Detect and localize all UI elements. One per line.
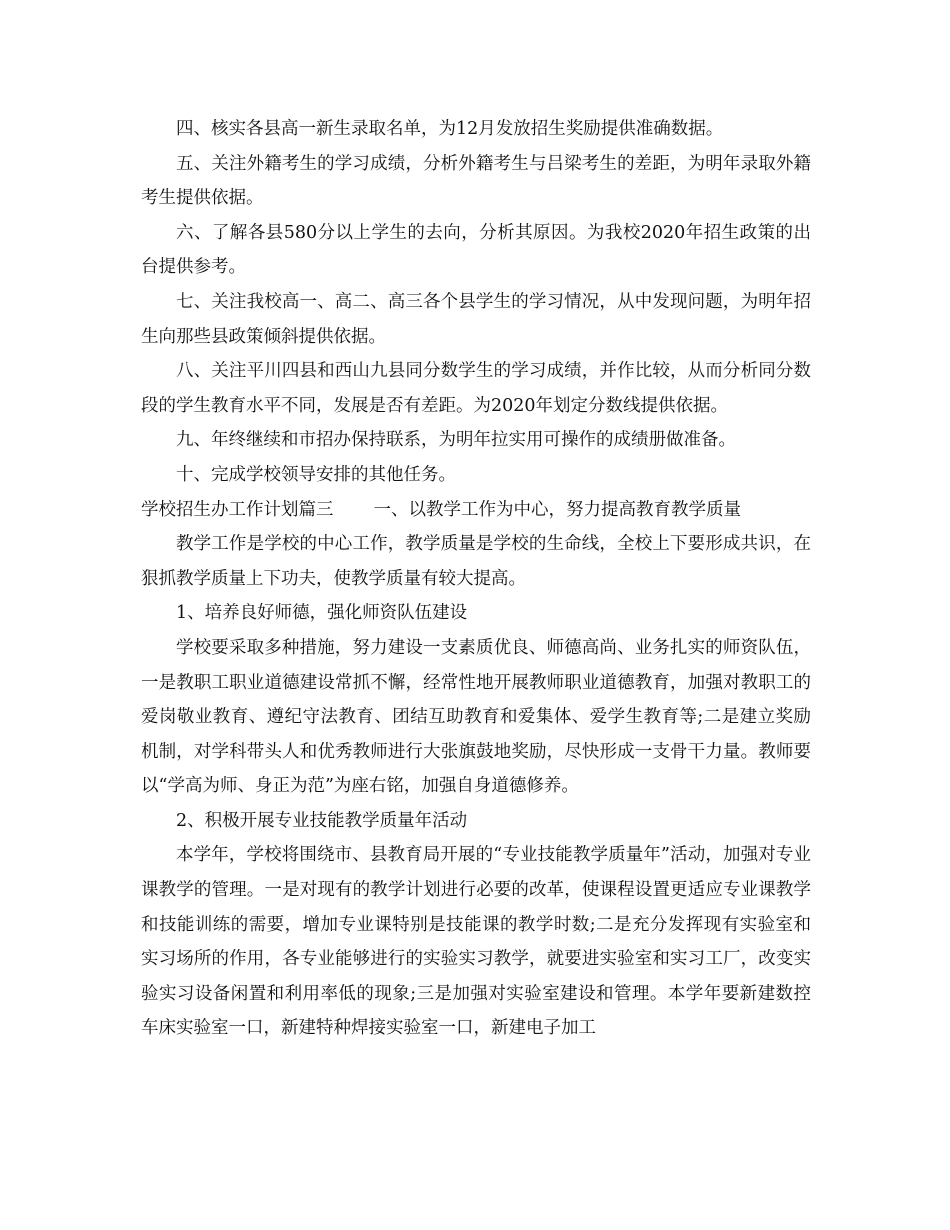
section-heading: 一、以教学工作为中心，努力提高教育教学质量: [373, 499, 741, 520]
paragraph-item-5: 五、关注外籍考生的学习成绩，分析外籍考生与吕梁考生的差距，为明年录取外籍考生提供依据。: [141, 153, 811, 209]
document-body: [141, 112, 811, 1046]
paragraph-item-9: 九、年终继续和市招办保持联系，为明年拉实用可操作的成绩册做准备。: [176, 430, 736, 451]
paragraph-teacher-ethics: 学校要采取多种措施，努力建设一支素质优良、师德高尚、业务扎实的师资队伍，一是教职工职业道德建设常抓不懈，经常性地开展教师职业道德教育，加强对教职工的爱岗敬业教育、遵纪守法教育、团结互助教育和爱集体、爱学生教育等;二是建立奖励机制，对学科带头人和优秀教师进行大张旗鼓地奖励，尽快形成一支骨干力量。教师要以“学高为师、身正为范”为座右铭，加强自身道德修养。: [141, 637, 811, 797]
paragraph-intro: 教学工作是学校的中心工作，教学质量是学校的生命线，全校上下要形成共识，在狠抓教学质量上下功夫，使教学质量有较大提高。: [141, 534, 811, 589]
paragraph-item-10: 十、完成学校领导安排的其他任务。: [176, 464, 456, 485]
section-title: 学校招生办工作计划篇三: [141, 499, 334, 520]
paragraph-skills-year: 本学年，学校将围绕市、县教育局开展的“专业技能教学质量年”活动，加强对专业课教学的管理。一是对现有的教学计划进行必要的改革，使课程设置更适应专业课教学和技能训练的需要，增加专业课特别是技能课的教学时数;二是充分发挥现有实验室和实习场所的作用，各专业能够进行的实验实习教学，就要进实验室和实习工厂，改变实验实习设备闲置和利用率低的现象;三是加强对实验室建设和管理。本学年要新建数控车床实验室一口，新建特种焊接实验室一口，新建电子加工: [141, 845, 811, 1039]
paragraph-item-8: 八、关注平川四县和西山九县同分数学生的学习成绩，并作比较，从而分析同分数段的学生教育水平不同，发展是否有差距。为2020年划定分数线提供依据。: [141, 361, 811, 416]
subheading-1: 1、培养良好师德，强化师资队伍建设: [176, 603, 468, 624]
section-heading-line: [141, 493, 811, 528]
paragraph-item-7: 七、关注我校高一、高二、高三各个县学生的学习情况，从中发现问题，为明年招生向那些县政策倾斜提供依据。: [141, 291, 811, 347]
paragraph-item-4: 四、核实各县高一新生录取名单，为12月发放招生奖励提供准确数据。: [176, 119, 724, 139]
paragraph-item-6: 六、了解各县580分以上学生的去向，分析其原因。为我校2020年招生政策的出台提供参考。: [141, 222, 811, 278]
subheading-2: 2、积极开展专业技能教学质量年活动: [176, 810, 468, 831]
